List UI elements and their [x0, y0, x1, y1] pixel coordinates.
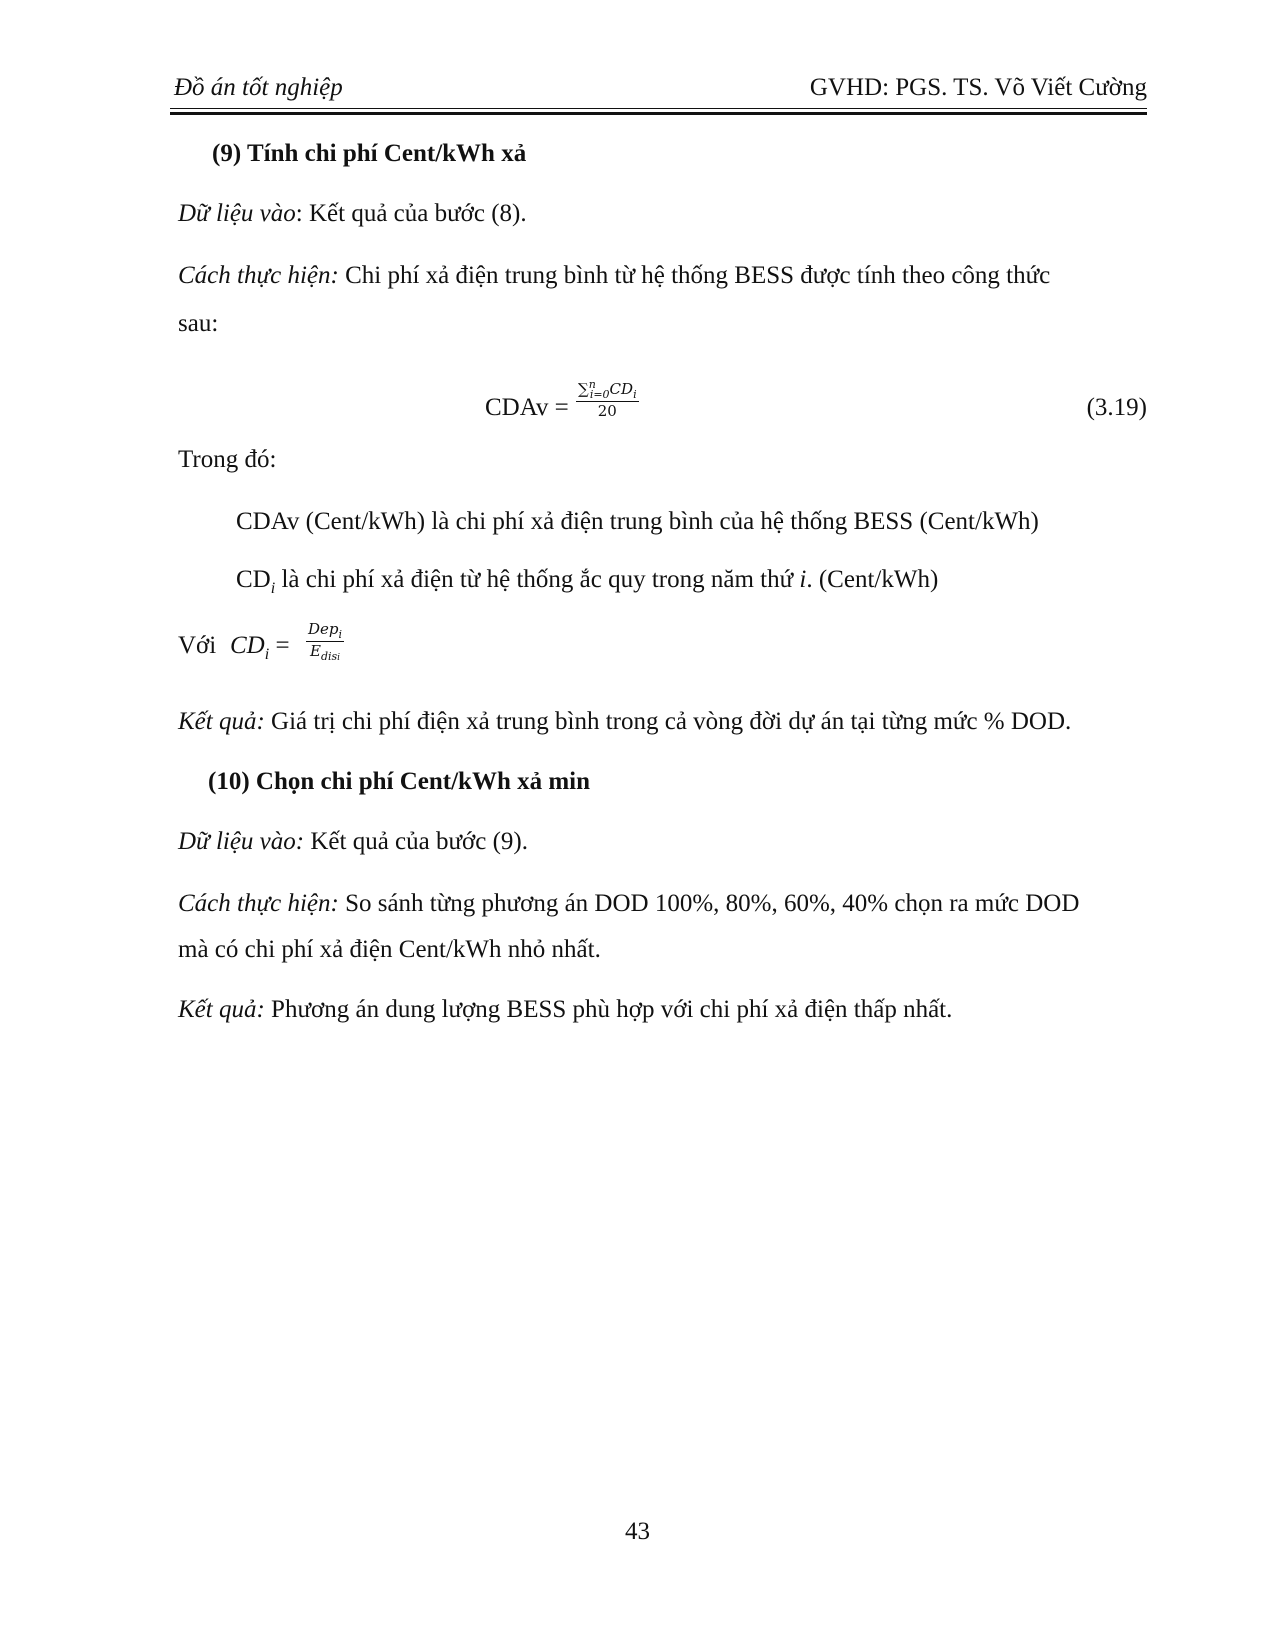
with-label: Với — [178, 632, 217, 659]
method-text: So sánh từng phương án DOD 100%, 80%, 60%, 40% chọn ra mức DOD — [338, 890, 1080, 917]
method-label: Cách thực hiện: — [178, 262, 339, 289]
section-10-method — [178, 890, 1079, 918]
header-title-left: Đồ án tốt nghiệp — [174, 74, 343, 101]
header-advisor-right: GVHD: PGS. TS. Võ Viết Cường — [809, 74, 1147, 101]
section-9-result — [178, 708, 1071, 736]
method-text: Chi phí xả điện trung bình từ hệ thống BESS được tính theo công thức — [338, 262, 1051, 289]
input-text: Kết quả của bước (9). — [304, 828, 529, 855]
section-10-method-continued: mà có chi phí xả điện Cent/kWh nhỏ nhất. — [178, 936, 601, 963]
result-text: Giá trị chi phí điện xả trung bình trong cả vòng đời dự án tại từng mức % DOD. — [264, 708, 1072, 735]
equation-lhs: CDAv = — [485, 394, 569, 421]
equation-number: (3.19) — [1086, 394, 1147, 421]
result-label: Kết quả: — [178, 708, 265, 735]
where-label: Trong đó: — [178, 446, 277, 473]
section-10-result — [178, 996, 952, 1024]
cdi-fraction — [306, 620, 344, 663]
section-9-method — [178, 262, 1050, 290]
method-label: Cách thực hiện: — [178, 890, 339, 917]
input-label: Dữ liệu vào: — [178, 828, 305, 855]
section-9-input — [178, 200, 527, 228]
cdi-denominator: $E_{disi}$ — [309, 642, 341, 663]
section-9-heading: (9) Tính chi phí Cent/kWh xả — [212, 140, 527, 167]
with-lhs: $CD_i$ = — [230, 632, 290, 663]
definition-cdav: CDAv (Cent/kWh) là chi phí xả điện trung bình của hệ thống BESS (Cent/kWh) — [236, 508, 1039, 535]
equation-numerator: $\sum^n_{i=0}CD_i$ — [578, 378, 637, 401]
cdi-numerator: Dep$_i$ — [308, 620, 343, 641]
result-label: Kết quả: — [178, 996, 265, 1023]
equation-fraction — [576, 378, 639, 420]
result-text: Phương án dung lượng BESS phù hợp với chi phí xả điện thấp nhất. — [264, 996, 953, 1023]
header-rule-thin — [170, 108, 1147, 109]
section-9-method-continued: sau: — [178, 310, 219, 337]
section-10-heading: (10) Chọn chi phí Cent/kWh xả min — [208, 768, 591, 795]
input-text: : Kết quả của bước (8). — [295, 200, 527, 227]
page-number: 43 — [625, 1518, 650, 1545]
definition-cdi: $CD_i$ là chi phí xả điện từ hệ thống ắc quy trong năm thứ i. (Cent/kWh) — [236, 566, 939, 597]
equation-denominator: 20 — [597, 402, 617, 420]
section-10-input — [178, 828, 528, 856]
input-label: Dữ liệu vào — [178, 200, 296, 227]
header-rule-thick — [170, 112, 1147, 115]
